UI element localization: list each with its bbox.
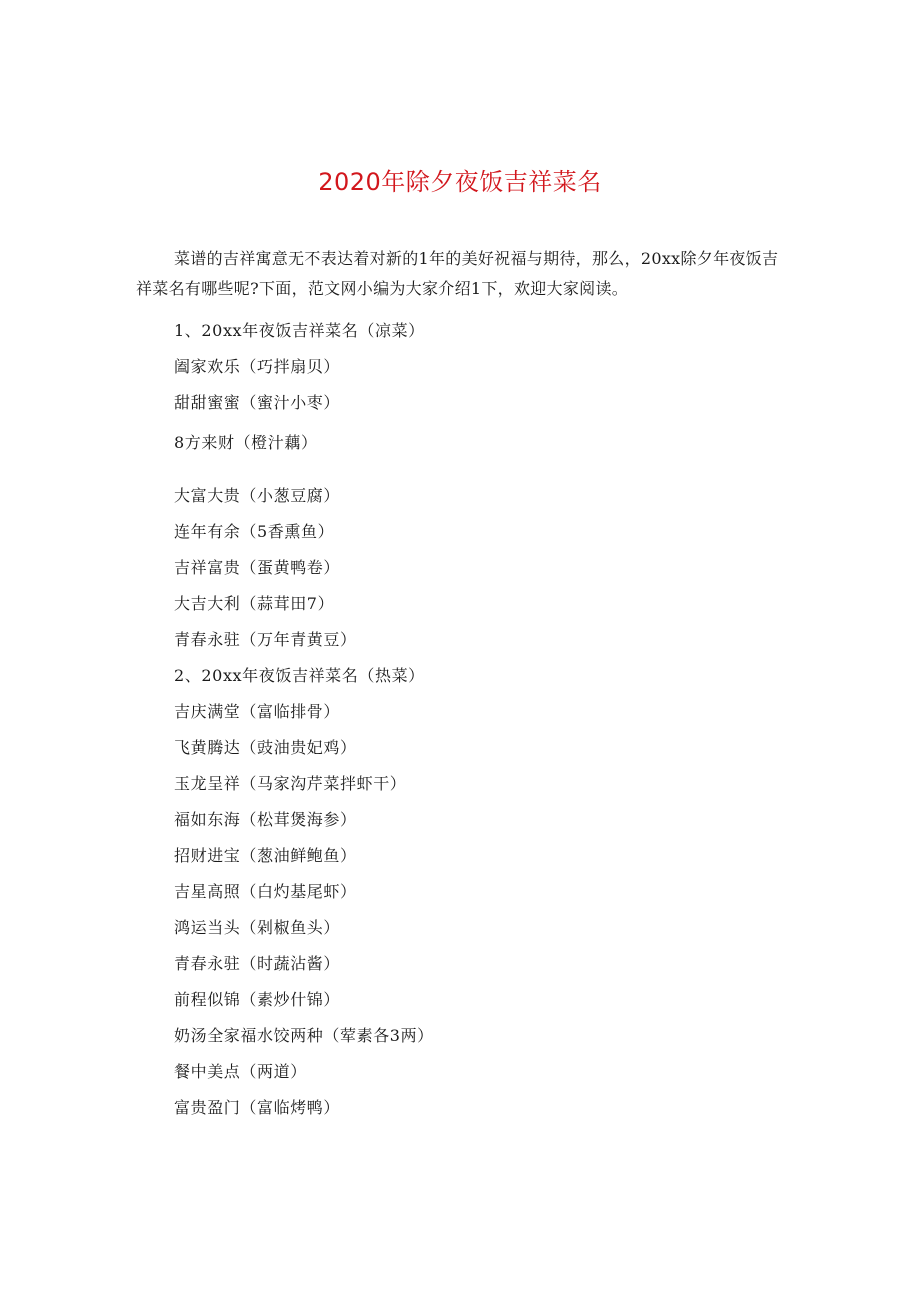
dish-line: 大富大贵（小葱豆腐） [174,486,341,505]
dish-line: 吉祥富贵（蛋黄鸭卷） [174,558,341,577]
dish-line: 大吉大利（蒜茸田7） [174,594,335,613]
dish-line: 青春永驻（时蔬沾酱） [174,954,341,973]
dish-line: 福如东海（松茸煲海参） [174,810,357,829]
intro-paragraph: 菜谱的吉祥寓意无不表达着对新的1年的美好祝福与期待，那么，20xx除夕年夜饭吉祥菜名有哪些呢?下面，范文网小编为大家介绍1下，欢迎大家阅读。 [136,249,779,298]
dish-line: 玉龙呈祥（马家沟芹菜拌虾干） [174,774,407,793]
section-heading-cold-dishes: 1、20xx年夜饭吉祥菜名（凉菜） [174,321,425,340]
dish-line: 招财进宝（葱油鲜鲍鱼） [174,846,357,865]
dish-line: 前程似锦（素炒什锦） [174,990,341,1009]
dish-line: 吉庆满堂（富临排骨） [174,702,341,721]
dish-line: 飞黄腾达（豉油贵妃鸡） [174,738,357,757]
dish-line: 富贵盈门（富临烤鸭） [174,1098,341,1117]
dish-line: 餐中美点（两道） [174,1062,307,1081]
dish-line: 吉星高照（白灼基尾虾） [174,882,357,901]
dish-line: 青春永驻（万年青黄豆） [174,630,357,649]
dish-line: 连年有余（5香熏鱼） [174,522,335,541]
dish-line: 甜甜蜜蜜（蜜汁小枣） [174,393,341,412]
dish-line: 阖家欢乐（巧拌扇贝） [174,357,341,376]
dish-line: 奶汤全家福水饺两种（荤素各3两） [174,1026,434,1045]
dish-line: 8方来财（橙汁藕） [174,433,318,452]
document-title: 2020年除夕夜饭吉祥菜名 [318,168,602,196]
section-heading-hot-dishes: 2、20xx年夜饭吉祥菜名（热菜） [174,666,425,685]
dish-line: 鸿运当头（剁椒鱼头） [174,918,341,937]
